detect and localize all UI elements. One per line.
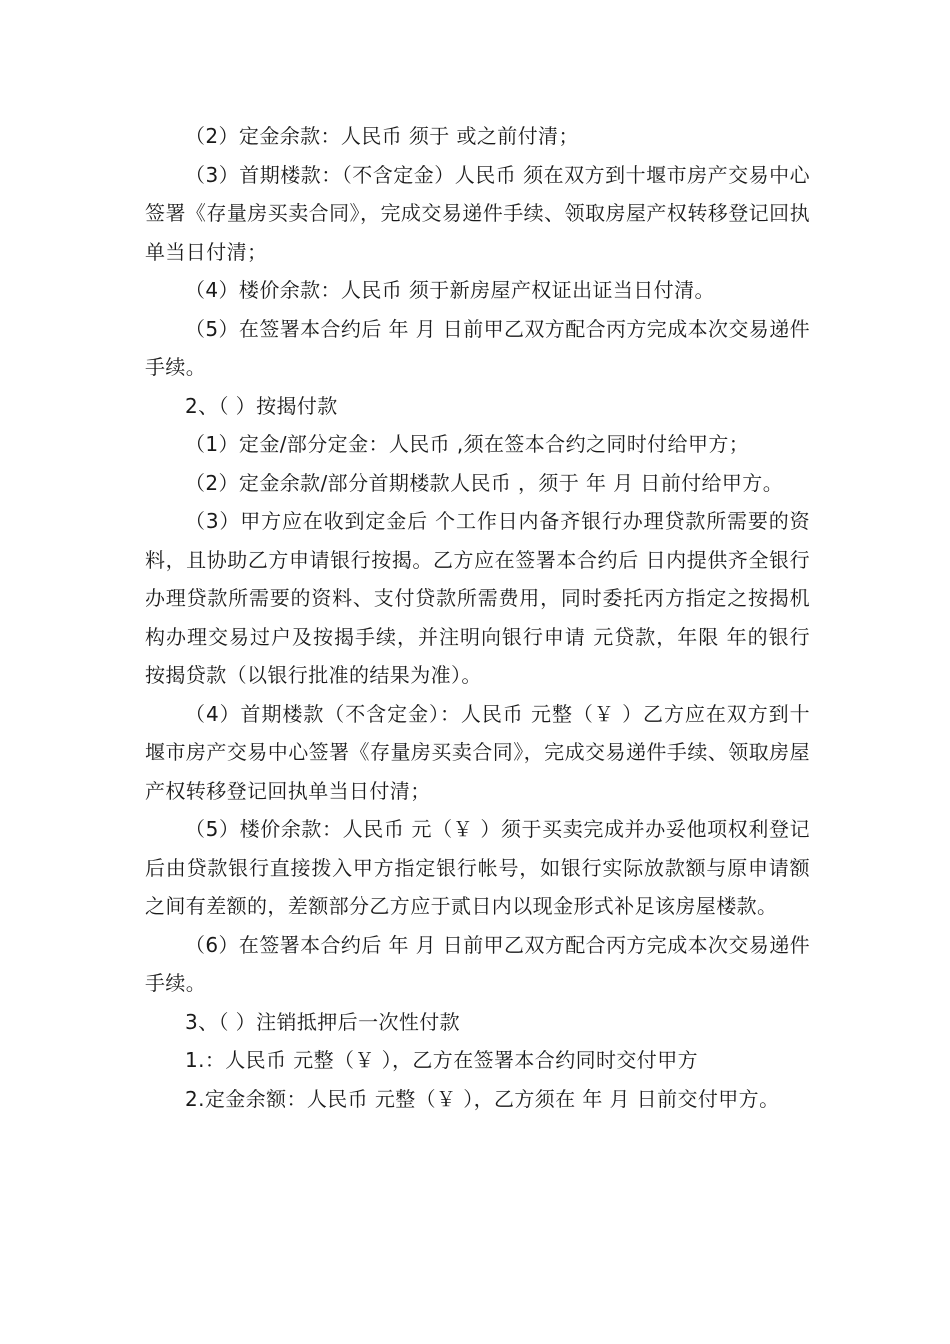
section-heading-2: 2、（ ）按揭付款 [185,393,338,418]
paragraph-11: （6）在签署本合约后 年 月 日前甲乙双方配合丙方完成本次交易递件手续。 [145,932,810,995]
paragraph-7: （2）定金余款/部分首期楼款人民币 ，须于 年 月 日前付给甲方。 [185,470,784,495]
paragraph-9: （4）首期楼款（不含定金）：人民币 元整（￥ ）乙方应在双方到十堰市房产交易中心签署《存量房买卖合同》，完成交易递件手续、领取房屋产权转移登记回执单当日付清； [145,701,810,803]
paragraph-1: （2）定金余款：人民币 须于 或之前付清； [185,124,579,148]
paragraph-6: （1）定金/部分定金：人民币 ,须在签本合约之同时付给甲方； [185,432,750,456]
paragraph-10: （5）楼价余款：人民币 元（￥ ）须于买卖完成并办妥他项权利登记后由贷款银行直接拨入甲方指定银行帐号，如银行实际放款额与原申请额之间有差额的，差额部分乙方应于贰日内以现金形式补足该房屋楼款。 [145,817,810,918]
paragraph-2: （3）首期楼款：（不含定金）人民币 须在双方到十堰市房产交易中心签署《存量房买卖合同》，完成交易递件手续、领取房屋产权转移登记回执单当日付清； [145,162,810,264]
paragraph-8: （3）甲方应在收到定金后 个工作日内备齐银行办理贷款所需要的资料，且协助乙方申请银行按揭。乙方应在签署本合约后 日内提供齐全银行办理贷款所需要的资料、支付贷款所需费用，同时委托丙方指定之按揭机构办理交易过户及按揭手续，并注明向银行申请 元贷款，年限 年的银行按揭贷款（以银行批准的结果为准）。 [145,509,810,687]
paragraph-4: （5）在签署本合约后 年 月 日前甲乙双方配合丙方完成本次交易递件手续。 [145,316,810,379]
section-heading-3: 3、（ ）注销抵押后一次性付款 [185,1009,461,1034]
document-body [145,117,810,1118]
paragraph-3: （4）楼价余款：人民币 须于新房屋产权证出证当日付清。 [185,278,715,302]
paragraph-14: 2.定金余额：人民币 元整（￥ ），乙方须在 年 月 日前交付甲方。 [185,1086,780,1111]
paragraph-13: 1.：人民币 元整（￥ ），乙方在签署本合约同时交付甲方 [185,1048,698,1072]
